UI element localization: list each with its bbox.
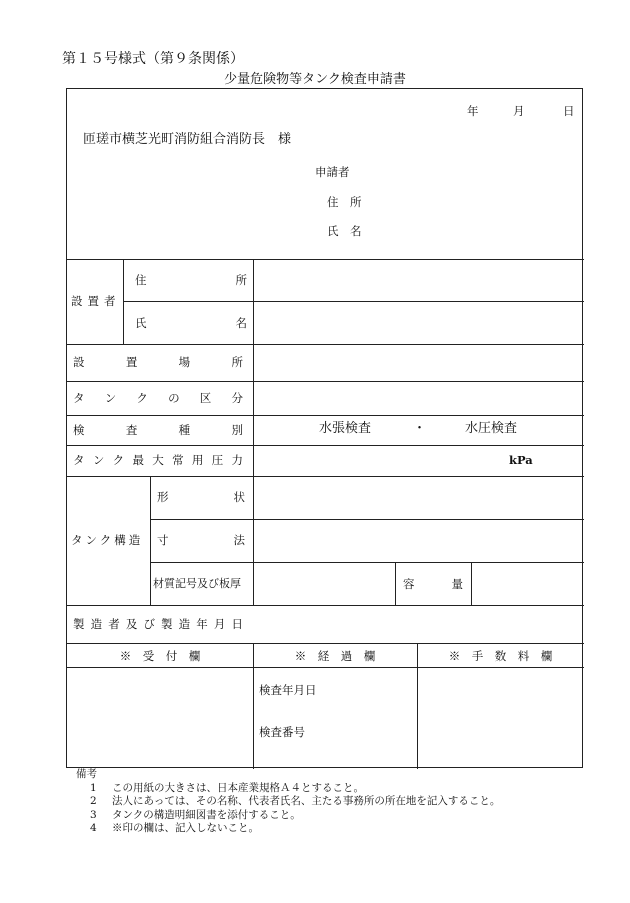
remarks-item: 1 この用紙の大きさは、日本産業規格Ａ４とすること。	[90, 781, 364, 794]
installer-label: 設置者	[71, 294, 121, 308]
manufacturer-date-label: 製 造 者 及 び 製 造 年 月 日	[73, 617, 243, 631]
install-location-label: 設 置 場 所	[73, 355, 243, 369]
inspection-number-label: 検査番号	[259, 725, 305, 739]
application-form-table	[66, 88, 583, 768]
applicant-name-label: 氏 名	[327, 224, 362, 238]
remarks-heading: 備考	[76, 768, 97, 780]
inspection-date-label: 検査年月日	[259, 683, 317, 697]
remarks-item: 2 法人にあっては、その名称、代表者氏名、主たる事務所の所在地を記入すること。	[90, 795, 501, 807]
date-month-label: 月	[513, 104, 525, 118]
remarks-section	[76, 768, 500, 836]
material-thickness-label: 材質記号及び板厚	[153, 577, 241, 590]
installer-name-label: 氏 名	[135, 316, 247, 330]
remarks-item: 3 タンクの構造明細図書を添付すること。	[90, 808, 301, 821]
date-year-label: 年	[467, 104, 479, 118]
progress-column-header: ※ 経 過 欄	[294, 649, 376, 663]
option-separator: ・	[413, 421, 427, 436]
tank-structure-label: タンク構造	[71, 533, 144, 547]
water-fill-test-option: 水張検査	[319, 421, 372, 436]
max-pressure-label: タ ン ク 最 大 常 用 圧 力	[73, 453, 243, 467]
applicant-label: 申請者	[315, 165, 350, 179]
date-day-label: 日	[563, 104, 575, 118]
applicant-address-label: 住 所	[327, 195, 362, 209]
addressee: 匝瑳市横芝光町消防組合消防長 様	[83, 132, 292, 147]
shape-label: 形 状	[157, 490, 245, 504]
form-title: 少量危険物等タンク検査申請書	[224, 72, 406, 87]
capacity-label: 容 量	[403, 577, 463, 591]
tank-class-label: タ ン ク の 区 分	[73, 391, 243, 405]
fee-column-header: ※ 手 数 料 欄	[448, 649, 553, 663]
water-pressure-test-option: 水圧検査	[465, 421, 518, 436]
pressure-unit: kPa	[509, 453, 533, 467]
inspection-type-label: 検 査 種 別	[73, 423, 243, 437]
dimensions-label: 寸 法	[157, 533, 245, 547]
installer-address-label: 住 所	[135, 273, 247, 287]
form-number: 第１５号様式（第９条関係）	[62, 51, 244, 67]
remarks-item: 4 ※印の欄は、記入しないこと。	[90, 822, 259, 834]
reception-column-header: ※ 受 付 欄	[119, 649, 201, 663]
